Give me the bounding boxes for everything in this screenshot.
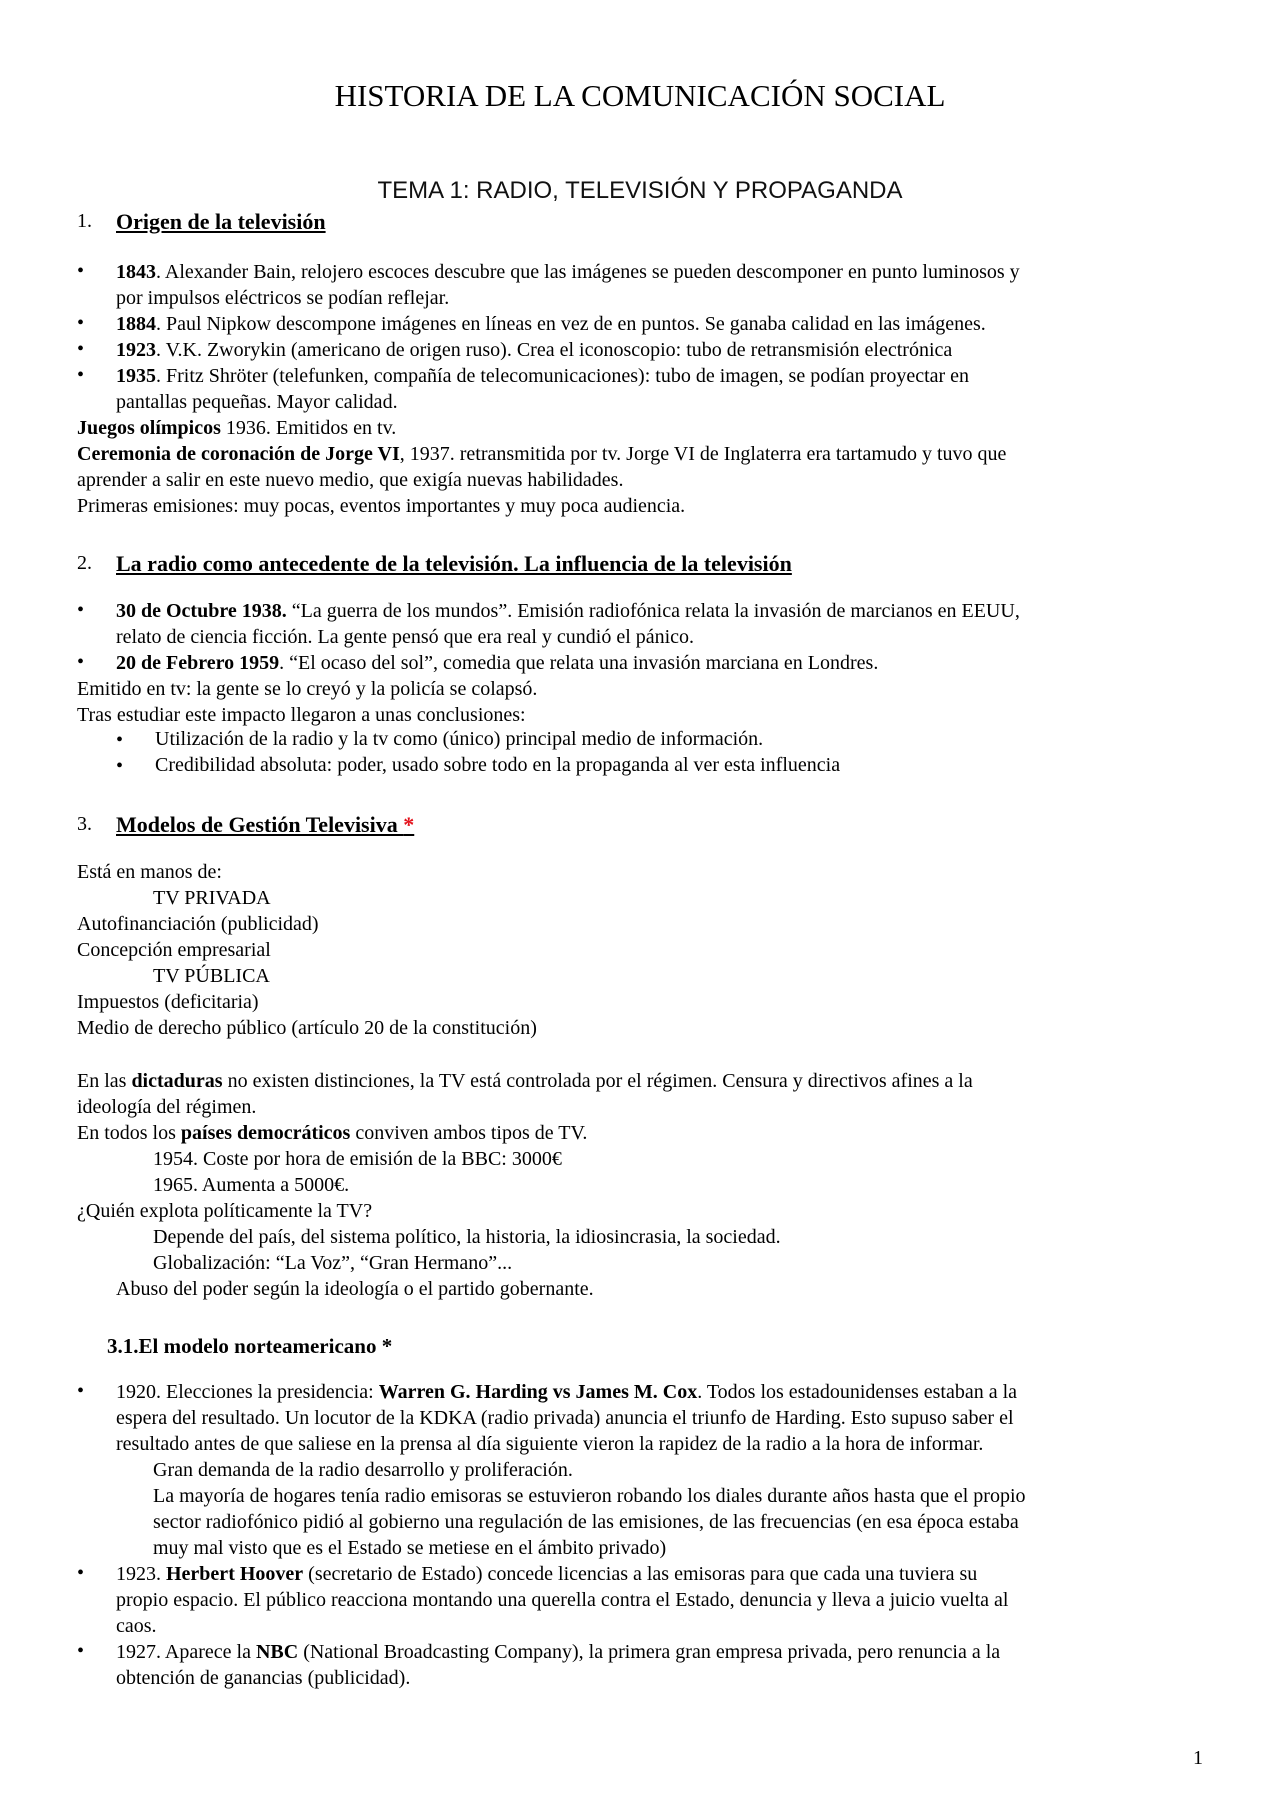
- s1-p2-line2: aprender a salir en este nuevo medio, que exigía nuevas habilidades.: [77, 469, 624, 491]
- bullet-marker: •: [77, 1562, 85, 1584]
- s3-e-bold: países democráticos: [180, 1122, 351, 1144]
- s31-b1-indent4: muy mal visto que es el Estado se metiese en el ámbito privado): [153, 1537, 667, 1559]
- s1-bullet-1923: [116, 337, 952, 363]
- s1-b1-text: . Alexander Bain, relojero escoces descubre que las imágenes se pueden descomponer en punto luminosos y: [156, 261, 1020, 283]
- document-title: HISTORIA DE LA COMUNICACIÓN SOCIAL: [334, 78, 946, 113]
- s31-b2-line2: propio espacio. El público reacciona montando una querella contra el Estado, denuncia y lleva a juicio vuelta al: [116, 1589, 1009, 1611]
- s1-b1-line2: por impulsos eléctricos se podían reflejar.: [116, 287, 450, 309]
- s3-globalizacion: Globalización: “La Voz”, “Gran Hermano”...: [153, 1252, 513, 1274]
- s2-b2-text: . “El ocaso del sol”, comedia que relata una invasión marciana en Londres.: [279, 652, 879, 674]
- s1-ceremonia: [77, 441, 1006, 467]
- s31-b1-line3: resultado antes de que saliese en la prensa al día siguiente vieron la rapidez de la radio a la hora de informar.: [116, 1433, 984, 1455]
- s31-b2-rest: (secretario de Estado) concede licencias a las emisoras para que cada una tuviera su: [303, 1563, 978, 1585]
- bullet-marker: •: [77, 1380, 85, 1402]
- s3-d-bold: dictaduras: [131, 1070, 223, 1092]
- s1-p2-rest: , 1937. retransmitida por tv. Jorge VI de Inglaterra era tartamudo y tuvo que: [399, 443, 1007, 465]
- s3-en-manos: Está en manos de:: [77, 861, 222, 883]
- s3-tv-privada: TV PRIVADA: [153, 887, 271, 909]
- bullet-marker: •: [77, 599, 85, 621]
- s31-b1-indent1: Gran demanda de la radio desarrollo y proliferación.: [153, 1459, 573, 1481]
- s2-conclusiones-intro: Tras estudiar este impacto llegaron a unas conclusiones:: [77, 704, 526, 726]
- date-1959: 20 de Febrero 1959: [116, 652, 280, 674]
- s31-b1-pre: 1920. Elecciones la presidencia:: [116, 1381, 379, 1403]
- s3-e-pre: En todos los: [77, 1122, 181, 1144]
- s2-conclusion-1: Utilización de la radio y la tv como (único) principal medio de información.: [155, 728, 764, 750]
- section-1-number: 1.: [77, 210, 92, 232]
- s1-p2-bold: Ceremonia de coronación de Jorge VI: [77, 443, 400, 465]
- s31-b1-line2: espera del resultado. Un locutor de la KDKA (radio privada) anuncia el triunfo de Harding. Esto supuso saber el: [116, 1407, 1014, 1429]
- year-1843: 1843: [116, 261, 156, 283]
- bullet-marker: •: [116, 729, 124, 751]
- s31-b1-indent2: La mayoría de hogares tenía radio emisoras se estuvieron robando los diales durante años hasta que el propio: [153, 1485, 1026, 1507]
- s2-conclusion-2: Credibilidad absoluta: poder, usado sobre todo en la propaganda al ver esta influencia: [155, 754, 841, 776]
- s3-d-rest: no existen distinciones, la TV está controlada por el régimen. Censura y directivos afines a la: [222, 1070, 973, 1092]
- s31-b3-bold: NBC: [255, 1641, 299, 1663]
- s31-bullet-1923: [116, 1561, 977, 1587]
- s1-b3-text: . V.K. Zworykin (americano de origen ruso). Crea el iconoscopio: tubo de retransmisión electrónica: [156, 339, 953, 361]
- s3-heading-text: Modelos de Gestión Televisiva: [116, 812, 404, 837]
- s1-p1-bold: Juegos olímpicos: [77, 417, 221, 439]
- s1-bullet-1935: [116, 363, 969, 389]
- asterisk-mark: *: [403, 812, 415, 837]
- s1-juegos-olimpicos: [77, 415, 396, 441]
- s1-b4-line2: pantallas pequeñas. Mayor calidad.: [116, 391, 398, 413]
- section-2-heading: La radio como antecedente de la televisión. La influencia de la televisión: [116, 551, 792, 576]
- s3-medio-derecho: Medio de derecho público (artículo 20 de la constitución): [77, 1017, 537, 1039]
- year-1884: 1884: [116, 313, 156, 335]
- s3-autofinanciacion: Autofinanciación (publicidad): [77, 913, 319, 935]
- bullet-marker: •: [77, 1640, 85, 1662]
- s3-quien-explota: ¿Quién explota políticamente la TV?: [77, 1200, 373, 1222]
- s31-b3-line2: obtención de ganancias (publicidad).: [116, 1667, 411, 1689]
- s3-impuestos: Impuestos (deficitaria): [77, 991, 259, 1013]
- s1-bullet-1884: [116, 311, 986, 337]
- s31-b3-pre: 1927. Aparece la: [116, 1641, 256, 1663]
- bullet-marker: •: [77, 260, 85, 282]
- bullet-marker: •: [77, 338, 85, 360]
- s1-p1-rest: 1936. Emitidos en tv.: [220, 417, 397, 439]
- s3-depende: Depende del país, del sistema político, la historia, la idiosincrasia, la sociedad.: [153, 1226, 781, 1248]
- s3-e-rest: conviven ambos tipos de TV.: [350, 1122, 588, 1144]
- section-3-heading: [116, 812, 414, 838]
- s31-b1-bold: Warren G. Harding vs James M. Cox: [378, 1381, 698, 1403]
- s3-democraticos: [77, 1120, 587, 1146]
- s31-number: 3.1.: [107, 1334, 139, 1358]
- s2-emitido-tv: Emitido en tv: la gente se lo creyó y la policía se colapsó.: [77, 678, 538, 700]
- s31-b1-indent3: sector radiofónico pidió al gobierno una regulación de las emisiones, de las frecuencias (en esa época estaba: [153, 1511, 1019, 1533]
- s31-b2-pre: 1923.: [116, 1563, 166, 1585]
- s1-primeras-emisiones: Primeras emisiones: muy pocas, eventos importantes y muy poca audiencia.: [77, 495, 686, 517]
- s31-bullet-1920: [116, 1379, 1017, 1405]
- s31-heading-text: El modelo norteamericano *: [138, 1334, 393, 1358]
- date-1938: 30 de Octubre 1938.: [116, 600, 287, 622]
- bullet-marker: •: [77, 651, 85, 673]
- s1-b4-text: . Fritz Shröter (telefunken, compañía de telecomunicaciones): tubo de imagen, se podían proyectar en: [156, 365, 970, 387]
- bullet-marker: •: [77, 364, 85, 386]
- s2-b1-text: “La guerra de los mundos”. Emisión radiofónica relata la invasión de marcianos en EEUU,: [286, 600, 1020, 622]
- year-1923: 1923: [116, 339, 156, 361]
- s31-b3-rest: (National Broadcasting Company), la primera gran empresa privada, pero renuncia a la: [298, 1641, 1001, 1663]
- s3-abuso: Abuso del poder según la ideología o el partido gobernante.: [116, 1278, 594, 1300]
- s1-b2-text: . Paul Nipkow descompone imágenes en líneas en vez de en puntos. Se ganaba calidad en las imágenes.: [156, 313, 986, 335]
- s3-d-line2: ideología del régimen.: [77, 1096, 257, 1118]
- s31-b2-bold: Herbert Hoover: [166, 1563, 304, 1585]
- s1-bullet-1843: [116, 259, 1020, 285]
- s2-b1-line2: relato de ciencia ficción. La gente pensó que era real y cundió el pánico.: [116, 626, 695, 648]
- s2-bullet-1938: [116, 598, 1020, 624]
- section-3-1-heading: [107, 1334, 392, 1359]
- bullet-marker: •: [116, 755, 124, 777]
- s31-b1-rest: . Todos los estadounidenses estaban a la: [697, 1381, 1018, 1403]
- s31-bullet-1927: [116, 1639, 1000, 1665]
- s31-b2-line3: caos.: [116, 1615, 157, 1637]
- document-subtitle: TEMA 1: RADIO, TELEVISIÓN Y PROPAGANDA: [377, 177, 903, 204]
- section-1-heading: Origen de la televisión: [116, 209, 326, 234]
- section-2-number: 2.: [77, 552, 92, 574]
- s3-coste-1965: 1965. Aumenta a 5000€.: [153, 1174, 350, 1196]
- s3-d-pre: En las: [77, 1070, 132, 1092]
- section-3-number: 3.: [77, 813, 92, 835]
- bullet-marker: •: [77, 312, 85, 334]
- s3-dictaduras: [77, 1068, 973, 1094]
- s3-coste-1954: 1954. Coste por hora de emisión de la BBC: 3000€: [153, 1148, 562, 1170]
- page-number: 1: [1193, 1747, 1203, 1769]
- s3-concepcion: Concepción empresarial: [77, 939, 271, 961]
- year-1935: 1935: [116, 365, 156, 387]
- s3-tv-publica: TV PÚBLICA: [153, 965, 270, 987]
- s2-bullet-1959: [116, 650, 878, 676]
